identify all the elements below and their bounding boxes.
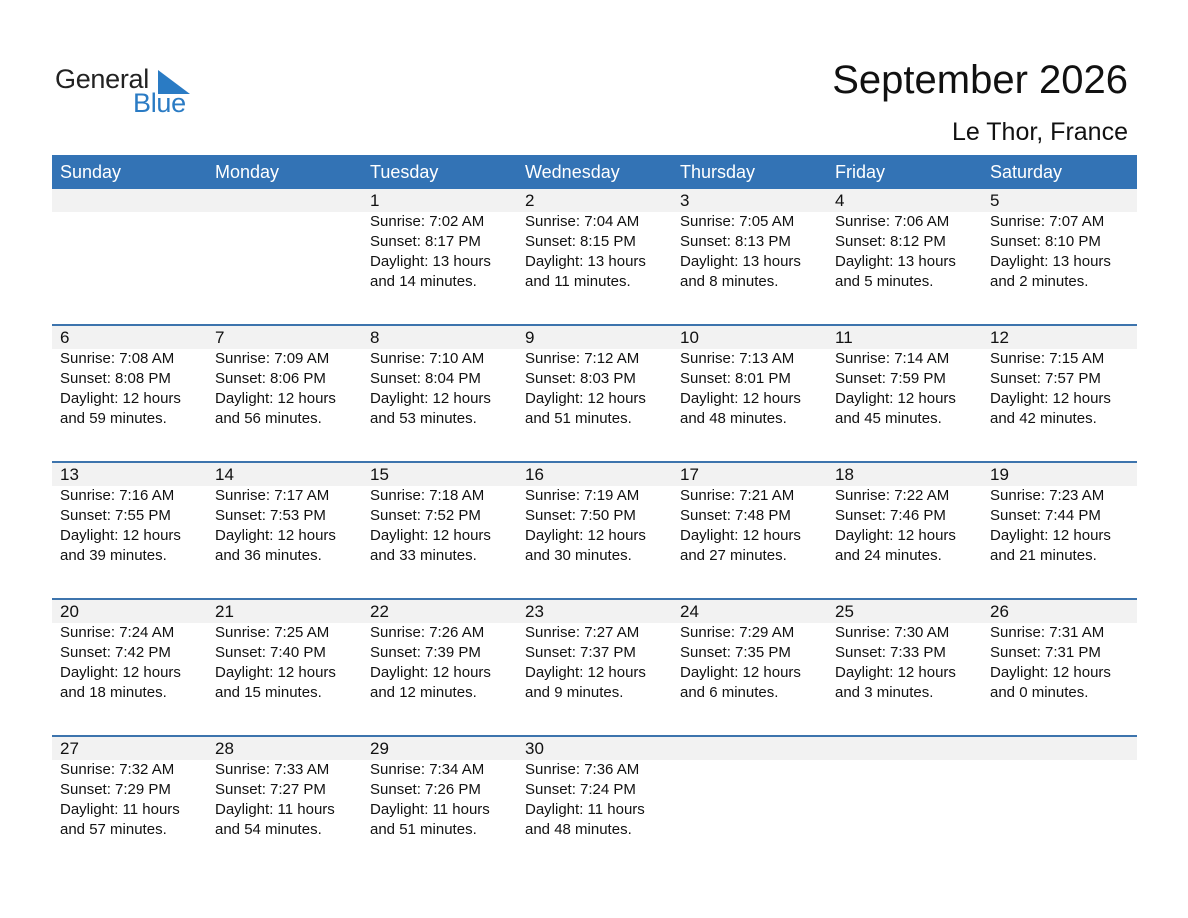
sunset-text: Sunset: 8:13 PM — [680, 233, 791, 250]
sunset-text: Sunset: 7:44 PM — [990, 507, 1101, 524]
day-number: 10 — [680, 328, 699, 347]
daylight-minutes-text: and 12 minutes. — [370, 684, 477, 701]
sunset-text: Sunset: 7:27 PM — [215, 781, 326, 798]
calendar-week — [52, 324, 1137, 461]
day-cell — [827, 189, 982, 292]
daylight-text: Daylight: 12 hours — [215, 390, 336, 407]
day-cell — [517, 189, 672, 292]
daylight-minutes-text: and 9 minutes. — [525, 684, 624, 701]
day-cell — [672, 463, 827, 566]
sunset-text: Sunset: 7:29 PM — [60, 781, 171, 798]
page-title: September 2026 — [832, 58, 1128, 102]
sunrise-text: Sunrise: 7:31 AM — [990, 624, 1105, 641]
daylight-text: Daylight: 13 hours — [525, 253, 646, 270]
daylight-text: Daylight: 12 hours — [680, 390, 801, 407]
sunset-text: Sunset: 8:17 PM — [370, 233, 481, 250]
daylight-minutes-text: and 53 minutes. — [370, 410, 477, 427]
brand-logo — [55, 64, 205, 120]
sunrise-text: Sunrise: 7:34 AM — [370, 761, 485, 778]
day-number — [835, 737, 982, 760]
sunrise-text: Sunrise: 7:30 AM — [835, 624, 950, 641]
sunrise-text: Sunrise: 7:07 AM — [990, 213, 1105, 230]
daylight-minutes-text: and 8 minutes. — [680, 273, 779, 290]
daylight-text: Daylight: 12 hours — [680, 664, 801, 681]
day-cell — [672, 600, 827, 703]
day-cell — [207, 326, 362, 429]
sunrise-text: Sunrise: 7:12 AM — [525, 350, 640, 367]
day-cell — [207, 463, 362, 566]
daylight-text: Daylight: 12 hours — [370, 390, 491, 407]
day-cell — [362, 189, 517, 292]
calendar-weeks — [52, 189, 1137, 872]
day-cell — [827, 737, 982, 840]
sunrise-text: Sunrise: 7:19 AM — [525, 487, 640, 504]
calendar-week — [52, 189, 1137, 324]
daylight-minutes-text: and 3 minutes. — [835, 684, 934, 701]
sunset-text: Sunset: 7:39 PM — [370, 644, 481, 661]
day-number: 5 — [990, 191, 1000, 210]
daylight-minutes-text: and 48 minutes. — [680, 410, 787, 427]
day-cell — [827, 326, 982, 429]
daylight-text: Daylight: 12 hours — [525, 664, 646, 681]
day-number: 24 — [680, 602, 699, 621]
sunrise-text: Sunrise: 7:22 AM — [835, 487, 950, 504]
weekday-saturday: Saturday — [990, 162, 1063, 182]
daylight-minutes-text: and 36 minutes. — [215, 547, 322, 564]
sunset-text: Sunset: 8:12 PM — [835, 233, 946, 250]
daylight-text: Daylight: 12 hours — [835, 527, 956, 544]
daylight-minutes-text: and 54 minutes. — [215, 821, 322, 838]
sunrise-text: Sunrise: 7:29 AM — [680, 624, 795, 641]
daylight-text: Daylight: 12 hours — [990, 390, 1111, 407]
sunrise-text: Sunrise: 7:17 AM — [215, 487, 330, 504]
day-cell — [517, 326, 672, 429]
daylight-text: Daylight: 11 hours — [525, 801, 645, 818]
sunset-text: Sunset: 8:10 PM — [990, 233, 1101, 250]
daylight-minutes-text: and 18 minutes. — [60, 684, 167, 701]
day-cell — [207, 737, 362, 840]
day-cell — [672, 189, 827, 292]
sunset-text: Sunset: 8:15 PM — [525, 233, 636, 250]
day-cell — [982, 463, 1137, 566]
sunrise-text: Sunrise: 7:33 AM — [215, 761, 330, 778]
sunset-text: Sunset: 7:53 PM — [215, 507, 326, 524]
day-number: 20 — [60, 602, 79, 621]
sunrise-text: Sunrise: 7:32 AM — [60, 761, 175, 778]
daylight-text: Daylight: 11 hours — [370, 801, 490, 818]
daylight-text: Daylight: 13 hours — [680, 253, 801, 270]
sunset-text: Sunset: 7:52 PM — [370, 507, 481, 524]
sunset-text: Sunset: 7:37 PM — [525, 644, 636, 661]
week-cells — [52, 737, 1137, 840]
sunrise-text: Sunrise: 7:05 AM — [680, 213, 795, 230]
weekday-thursday: Thursday — [680, 162, 756, 182]
day-number: 7 — [215, 328, 225, 347]
sunrise-text: Sunrise: 7:16 AM — [60, 487, 175, 504]
logo-text-general: General — [55, 64, 149, 94]
daylight-text: Daylight: 13 hours — [835, 253, 956, 270]
day-cell — [52, 600, 207, 703]
daylight-minutes-text: and 56 minutes. — [215, 410, 322, 427]
day-cell — [362, 600, 517, 703]
daylight-text: Daylight: 12 hours — [990, 664, 1111, 681]
sunset-text: Sunset: 7:59 PM — [835, 370, 946, 387]
sunset-text: Sunset: 7:26 PM — [370, 781, 481, 798]
day-number: 21 — [215, 602, 234, 621]
day-number: 25 — [835, 602, 854, 621]
weekday-monday: Monday — [215, 162, 280, 182]
day-number — [680, 737, 827, 760]
sunset-text: Sunset: 8:03 PM — [525, 370, 636, 387]
sunrise-text: Sunrise: 7:24 AM — [60, 624, 175, 641]
daylight-minutes-text: and 15 minutes. — [215, 684, 322, 701]
day-cell — [827, 463, 982, 566]
sunrise-text: Sunrise: 7:02 AM — [370, 213, 485, 230]
sunrise-text: Sunrise: 7:26 AM — [370, 624, 485, 641]
day-number — [990, 737, 1137, 760]
day-number: 22 — [370, 602, 389, 621]
daylight-text: Daylight: 12 hours — [525, 390, 646, 407]
day-cell — [982, 737, 1137, 840]
day-number: 17 — [680, 465, 699, 484]
daylight-minutes-text: and 33 minutes. — [370, 547, 477, 564]
day-cell — [52, 737, 207, 840]
daylight-text: Daylight: 12 hours — [835, 390, 956, 407]
daylight-text: Daylight: 12 hours — [835, 664, 956, 681]
sunset-text: Sunset: 7:57 PM — [990, 370, 1101, 387]
day-cell — [672, 737, 827, 840]
day-number: 12 — [990, 328, 1009, 347]
logo-text-blue: Blue — [133, 88, 186, 118]
day-number: 6 — [60, 328, 70, 347]
daylight-minutes-text: and 57 minutes. — [60, 821, 167, 838]
day-cell — [52, 463, 207, 566]
daylight-text: Daylight: 12 hours — [60, 664, 181, 681]
sunrise-text: Sunrise: 7:06 AM — [835, 213, 950, 230]
day-cell — [827, 600, 982, 703]
day-number: 29 — [370, 739, 389, 758]
weekday-header — [52, 155, 1137, 189]
day-cell — [52, 189, 207, 292]
sunrise-text: Sunrise: 7:18 AM — [370, 487, 485, 504]
day-cell — [672, 326, 827, 429]
day-number: 15 — [370, 465, 389, 484]
sunrise-text: Sunrise: 7:25 AM — [215, 624, 330, 641]
daylight-minutes-text: and 39 minutes. — [60, 547, 167, 564]
day-cell — [517, 600, 672, 703]
location-label: Le Thor, France — [951, 118, 1128, 146]
sunset-text: Sunset: 7:33 PM — [835, 644, 946, 661]
daylight-text: Daylight: 12 hours — [60, 390, 181, 407]
daylight-minutes-text: and 2 minutes. — [990, 273, 1089, 290]
sunset-text: Sunset: 8:08 PM — [60, 370, 171, 387]
sunset-text: Sunset: 8:01 PM — [680, 370, 791, 387]
weekday-wednesday: Wednesday — [525, 162, 620, 182]
daylight-minutes-text: and 21 minutes. — [990, 547, 1097, 564]
daylight-minutes-text: and 14 minutes. — [370, 273, 477, 290]
sunrise-text: Sunrise: 7:10 AM — [370, 350, 485, 367]
calendar-week — [52, 598, 1137, 735]
weekday-sunday: Sunday — [60, 162, 122, 182]
week-cells — [52, 326, 1137, 429]
day-number: 14 — [215, 465, 234, 484]
daylight-text: Daylight: 12 hours — [370, 664, 491, 681]
weekday-friday: Friday — [835, 162, 886, 182]
day-number — [215, 189, 362, 212]
daylight-text: Daylight: 12 hours — [370, 527, 491, 544]
day-cell — [517, 463, 672, 566]
sunrise-text: Sunrise: 7:13 AM — [680, 350, 795, 367]
daylight-minutes-text: and 24 minutes. — [835, 547, 942, 564]
daylight-text: Daylight: 12 hours — [215, 527, 336, 544]
day-number: 1 — [370, 191, 380, 210]
daylight-text: Daylight: 12 hours — [525, 527, 646, 544]
day-cell — [982, 326, 1137, 429]
sunset-text: Sunset: 7:42 PM — [60, 644, 171, 661]
day-cell — [362, 463, 517, 566]
weekday-tuesday: Tuesday — [370, 162, 439, 182]
daylight-text: Daylight: 13 hours — [370, 253, 491, 270]
daylight-text: Daylight: 12 hours — [680, 527, 801, 544]
sunrise-text: Sunrise: 7:21 AM — [680, 487, 795, 504]
day-number: 9 — [525, 328, 535, 347]
week-cells — [52, 600, 1137, 703]
sunset-text: Sunset: 8:04 PM — [370, 370, 481, 387]
day-number: 23 — [525, 602, 544, 621]
day-number: 8 — [370, 328, 380, 347]
day-number: 28 — [215, 739, 234, 758]
day-number — [60, 189, 207, 212]
day-cell — [362, 326, 517, 429]
sunrise-text: Sunrise: 7:15 AM — [990, 350, 1105, 367]
sunset-text: Sunset: 8:06 PM — [215, 370, 326, 387]
daylight-minutes-text: and 51 minutes. — [370, 821, 477, 838]
day-number: 27 — [60, 739, 79, 758]
sunset-text: Sunset: 7:40 PM — [215, 644, 326, 661]
week-cells — [52, 463, 1137, 566]
daylight-minutes-text: and 30 minutes. — [525, 547, 632, 564]
sunset-text: Sunset: 7:50 PM — [525, 507, 636, 524]
day-number: 11 — [835, 328, 853, 347]
daylight-text: Daylight: 12 hours — [60, 527, 181, 544]
daylight-minutes-text: and 0 minutes. — [990, 684, 1089, 701]
day-cell — [517, 737, 672, 840]
daylight-minutes-text: and 5 minutes. — [835, 273, 934, 290]
sunset-text: Sunset: 7:31 PM — [990, 644, 1101, 661]
day-number: 18 — [835, 465, 854, 484]
sunrise-text: Sunrise: 7:08 AM — [60, 350, 175, 367]
daylight-text: Daylight: 13 hours — [990, 253, 1111, 270]
daylight-minutes-text: and 45 minutes. — [835, 410, 942, 427]
daylight-minutes-text: and 11 minutes. — [525, 273, 631, 290]
calendar-grid — [52, 155, 1137, 872]
day-number: 4 — [835, 191, 845, 210]
day-number: 26 — [990, 602, 1009, 621]
day-number: 3 — [680, 191, 690, 210]
calendar-week — [52, 461, 1137, 598]
day-cell — [982, 189, 1137, 292]
sunrise-text: Sunrise: 7:14 AM — [835, 350, 950, 367]
sunrise-text: Sunrise: 7:09 AM — [215, 350, 330, 367]
daylight-text: Daylight: 11 hours — [60, 801, 180, 818]
day-cell — [207, 189, 362, 292]
daylight-minutes-text: and 51 minutes. — [525, 410, 632, 427]
day-cell — [982, 600, 1137, 703]
sunset-text: Sunset: 7:24 PM — [525, 781, 636, 798]
daylight-text: Daylight: 12 hours — [215, 664, 336, 681]
day-number: 16 — [525, 465, 544, 484]
sunrise-text: Sunrise: 7:36 AM — [525, 761, 640, 778]
day-cell — [52, 326, 207, 429]
day-number: 2 — [525, 191, 535, 210]
day-cell — [207, 600, 362, 703]
sunset-text: Sunset: 7:48 PM — [680, 507, 791, 524]
daylight-text: Daylight: 11 hours — [215, 801, 335, 818]
day-cell — [362, 737, 517, 840]
daylight-minutes-text: and 59 minutes. — [60, 410, 167, 427]
sunrise-text: Sunrise: 7:27 AM — [525, 624, 640, 641]
daylight-minutes-text: and 48 minutes. — [525, 821, 632, 838]
daylight-minutes-text: and 42 minutes. — [990, 410, 1097, 427]
sunset-text: Sunset: 7:35 PM — [680, 644, 791, 661]
daylight-minutes-text: and 6 minutes. — [680, 684, 779, 701]
sunset-text: Sunset: 7:55 PM — [60, 507, 171, 524]
sunrise-text: Sunrise: 7:23 AM — [990, 487, 1105, 504]
week-cells — [52, 189, 1137, 292]
sunset-text: Sunset: 7:46 PM — [835, 507, 946, 524]
daylight-minutes-text: and 27 minutes. — [680, 547, 787, 564]
sunrise-text: Sunrise: 7:04 AM — [525, 213, 640, 230]
day-number: 13 — [60, 465, 79, 484]
calendar-week — [52, 735, 1137, 872]
day-number: 19 — [990, 465, 1009, 484]
daylight-text: Daylight: 12 hours — [990, 527, 1111, 544]
day-number: 30 — [525, 739, 544, 758]
